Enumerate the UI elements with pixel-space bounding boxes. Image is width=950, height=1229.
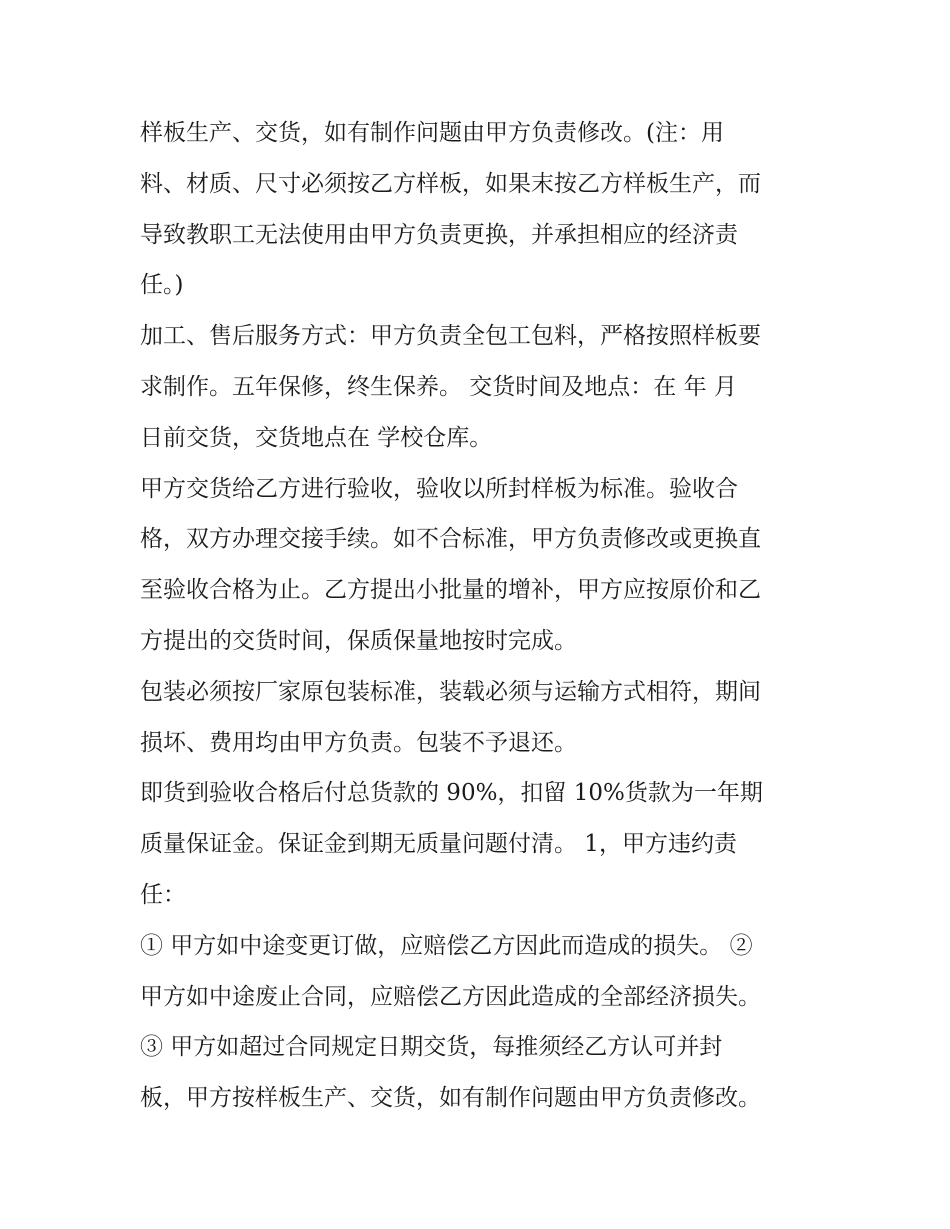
document-body: [140, 108, 830, 1124]
text-line: 导致教职工无法使用由甲方负责更换，并承担相应的经济责: [140, 221, 738, 248]
text-line: ① 甲方如中途变更订做，应赔偿乙方因此而造成的损失。 ②: [140, 932, 753, 959]
text-line: 质量保证金。保证金到期无质量问题付清。 1，甲方违约责: [140, 831, 737, 858]
text-line: 至验收合格为止。乙方提出小批量的增补，甲方应按原价和乙: [140, 577, 761, 604]
text-line: 格，双方办理交接手续。如不合标准，甲方负责修改或更换直: [140, 526, 761, 553]
text-line: ③ 甲方如超过合同规定日期交货，每推须经乙方认可并封: [140, 1034, 723, 1061]
text-line: 包装必须按厂家原包装标准，装载必须与运输方式相符，期间: [140, 678, 761, 705]
text-line: 日前交货，交货地点在 学校仓库。: [140, 424, 493, 451]
text-line: 加工、售后服务方式：甲方负责全包工包料，严格按照样板要: [140, 323, 761, 350]
text-line: 甲方交货给乙方进行验收，验收以所封样板为标准。验收合: [140, 475, 738, 502]
text-line: 任。): [140, 272, 184, 299]
text-line: 方提出的交货时间，保质保量地按时完成。: [140, 627, 577, 654]
text-line: 损坏、费用均由甲方负责。包装不予退还。: [140, 729, 577, 756]
text-line: 甲方如中途废止合同，应赔偿乙方因此造成的全部经济损失。: [140, 983, 761, 1010]
text-line: 料、材质、尺寸必须按乙方样板，如果末按乙方样板生产，而: [140, 170, 761, 197]
text-line: 求制作。五年保修，终生保养。 交货时间及地点：在 年 月: [140, 373, 737, 400]
text-line: 任：: [140, 881, 186, 908]
text-line: 样板生产、交货，如有制作问题由甲方负责修改。(注：用: [140, 120, 724, 146]
text-line: 板，甲方按样板生产、交货，如有制作问题由甲方负责修改。: [140, 1085, 761, 1112]
text-line: 即货到验收合格后付总货款的 90%，扣留 10%货款为一年期: [140, 780, 763, 807]
